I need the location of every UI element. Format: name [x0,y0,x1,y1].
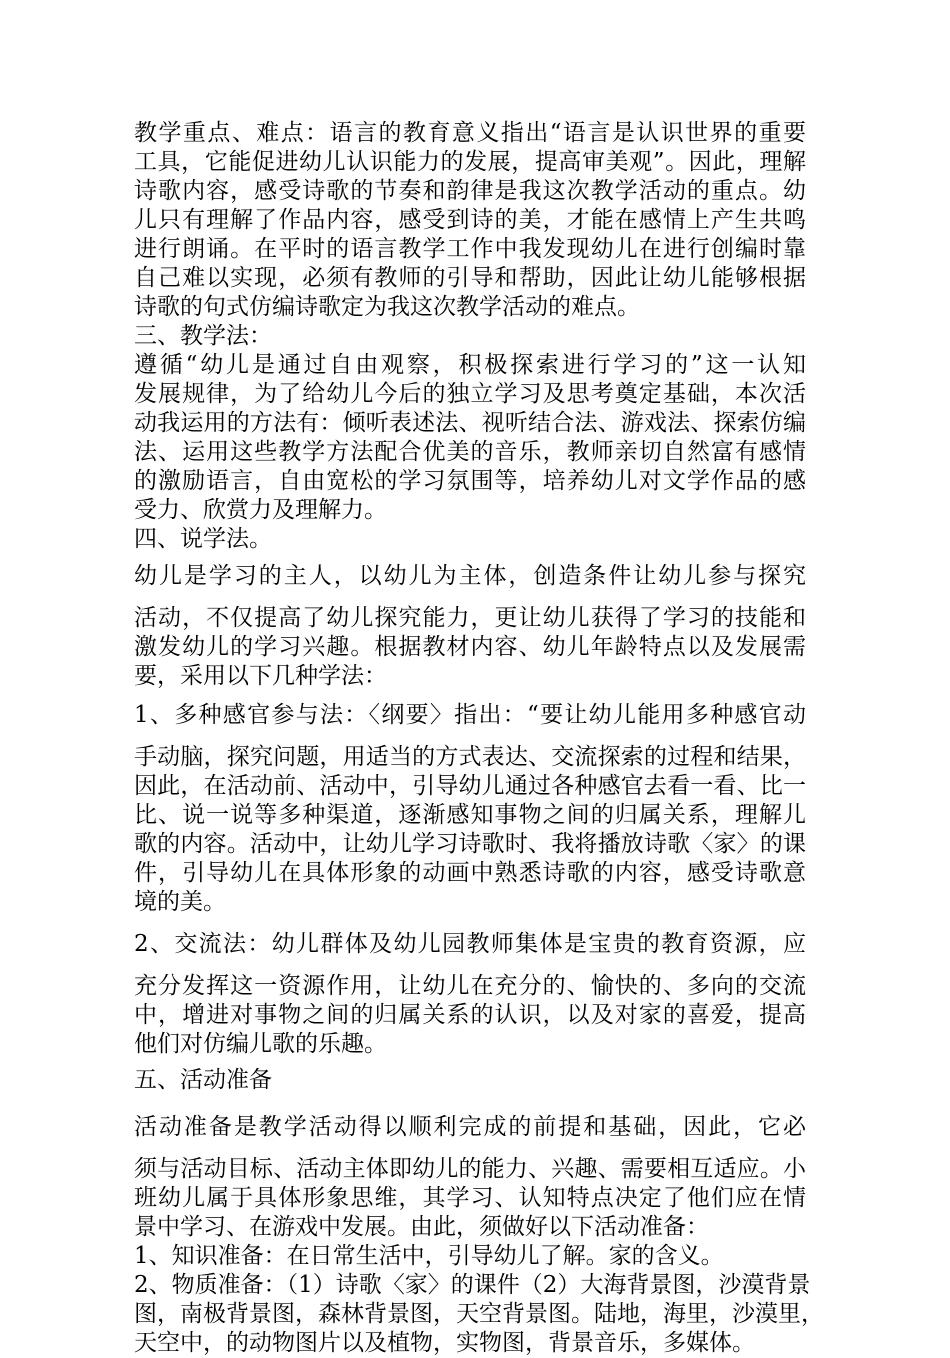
paragraph-line: 2、交流法：幼儿群体及幼儿园教师集体是宝贵的教育资源，应 [134,931,806,957]
paragraph-line: 2、物质准备：（1）诗歌〈家〉的课件（2）大海背景图，沙漠背景 [134,1272,811,1298]
paragraph-line: 中，增进对事物之间的归属关系的认识，以及对家的喜爱，提高 [134,1002,806,1028]
paragraph-line: 教学重点、难点：语言的教育意义指出“语言是认识世界的重要 [134,120,806,146]
paragraph-line: 要，采用以下几种学法： [134,663,387,689]
paragraph-line: 手动脑，探究问题，用适当的方式表达、交流探索的过程和结果， [134,744,806,770]
paragraph-line: 发展规律，为了给幼儿今后的独立学习及思考奠定基础，本次活 [134,381,806,407]
paragraph-line: 图，南极背景图，森林背景图，天空背景图。陆地，海里，沙漠里， [134,1301,824,1327]
paragraph-line: 因此，在活动前、活动中，引导幼儿通过各种感官去看一看、比一 [134,773,806,799]
paragraph-line: 件，引导幼儿在具体形象的动画中熟悉诗歌的内容，感受诗歌意 [134,860,806,886]
section-heading: 四、说学法。 [134,526,272,552]
paragraph-line: 法、运用这些教学方法配合优美的音乐，教师亲切自然富有感情 [134,439,806,465]
section-heading: 三、教学法： [134,323,272,349]
paragraph-line: 激发幼儿的学习兴趣。根据教材内容、幼儿年龄特点以及发展需 [134,634,806,660]
paragraph-line: 他们对仿编儿歌的乐趣。 [134,1031,387,1057]
paragraph-line: 工具，它能促进幼儿认识能力的发展，提高审美观”。因此，理解 [134,149,806,175]
paragraph-line: 1、多种感官参与法：〈纲要〉指出：“要让幼儿能用多种感官动 [134,702,806,728]
paragraph-line: 比、说一说等多种渠道，逐渐感知事物之间的归属关系，理解儿 [134,802,806,828]
paragraph-line: 充分发挥这一资源作用，让幼儿在充分的、愉快的、多向的交流 [134,973,806,999]
paragraph-line: 活动，不仅提高了幼儿探究能力，更让幼儿获得了学习的技能和 [134,605,806,631]
paragraph-line: 遵循“幼儿是通过自由观察，积极探索进行学习的”这一认知 [134,352,806,378]
paragraph-line: 自己难以实现，必须有教师的引导和帮助，因此让幼儿能够根据 [134,265,806,291]
paragraph-line: 诗歌内容，感受诗歌的节奏和韵律是我这次教学活动的重点。幼 [134,178,806,204]
paragraph-line: 动我运用的方法有：倾听表述法、视听结合法、游戏法、探索仿编 [134,410,806,436]
paragraph-line: 天空中，的动物图片以及植物，实物图，背景音乐，多媒体。 [134,1330,755,1356]
paragraph-line: 境的美。 [134,889,226,915]
paragraph-line: 儿只有理解了作品内容，感受到诗的美，才能在感情上产生共鸣 [134,207,806,233]
section-heading: 五、活动准备 [134,1067,272,1093]
paragraph-line: 歌的内容。活动中，让幼儿学习诗歌时、我将播放诗歌〈家〉的课 [134,831,806,857]
paragraph-line: 幼儿是学习的主人，以幼儿为主体，创造条件让幼儿参与探究 [134,563,806,589]
paragraph-line: 班幼儿属于具体形象思维，其学习、认知特点决定了他们应在情 [134,1185,806,1211]
paragraph-line: 诗歌的句式仿编诗歌定为我这次教学活动的难点。 [134,294,640,320]
paragraph-line: 进行朗诵。在平时的语言教学工作中我发现幼儿在进行创编时靠 [134,236,806,262]
paragraph-line: 1、知识准备：在日常生活中，引导幼儿了解。家的含义。 [134,1243,724,1269]
paragraph-line: 受力、欣赏力及理解力。 [134,497,387,523]
paragraph-line: 须与活动目标、活动主体即幼儿的能力、兴趣、需要相互适应。小 [134,1156,806,1182]
paragraph-line: 的激励语言，自由宽松的学习氛围等，培养幼儿对文学作品的感 [134,468,806,494]
paragraph-line: 活动准备是教学活动得以顺利完成的前提和基础，因此，它必 [134,1114,806,1140]
paragraph-line: 景中学习、在游戏中发展。由此，须做好以下活动准备： [134,1214,709,1240]
